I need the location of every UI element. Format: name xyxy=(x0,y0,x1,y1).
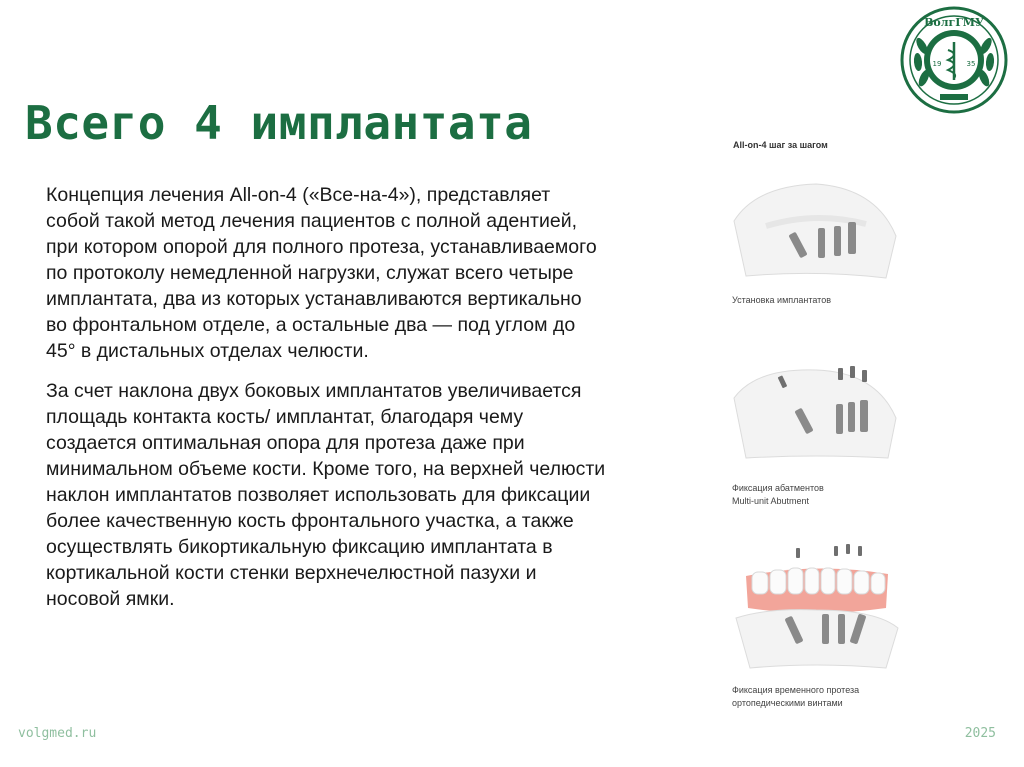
all-on-4-illustration xyxy=(726,136,926,716)
paragraph-advantages: За счет наклона двух боковых имплантатов увеличивается площадь контакта кость/ имплантат, благодаря чему создается оптимальная опора для протеза даже при минимальном объеме кости. Кроме того, на верхней челюсти наклон имплантатов позволяет использовать для фиксации более качественную кость фронтального участка, а также осуществлять бикортикальную фиксацию имплантата в кортикальной кости стенки верхнечелюстной пазухи и носовой ямки. xyxy=(46,380,606,610)
step3-caption-line1: Фиксация временного протеза xyxy=(732,685,860,695)
paragraph-concept: Концепция лечения All-on-4 («Все-на-4»), представляет собой такой метод лечения пациентов с полной адентией, при котором опорой для полного протеза, устанавливаемого по протоколу немедленной нагрузки, служат всего четыре имплантата, два из которых устанавливаются вертикально во фронтальном отделе, а остальные два — под углом до 45° в дистальных отделах челюсти. xyxy=(46,184,597,362)
step1-caption: Установка имплантатов xyxy=(732,295,831,305)
step1-implant-placement-image xyxy=(726,166,906,286)
logo-name: ВолгГМУ xyxy=(924,16,984,29)
figure-heading: All-on-4 шаг за шагом xyxy=(733,140,828,150)
logo-year-right: 35 xyxy=(966,60,976,68)
body-text xyxy=(46,182,606,626)
step2-abutment-fixation-image xyxy=(726,358,906,478)
university-logo xyxy=(900,6,1008,114)
step2-caption xyxy=(732,482,824,508)
step3-prosthesis-fixation-image xyxy=(726,538,906,678)
step2-caption-line2: Multi-unit Abutment xyxy=(732,496,810,506)
footer-site: volgmed.ru xyxy=(18,726,97,741)
step3-caption-line2: ортопедическими винтами xyxy=(732,698,843,708)
step2-caption-line1: Фиксация абатментов xyxy=(732,483,824,493)
footer-year: 2025 xyxy=(964,726,996,741)
step3-caption xyxy=(732,684,859,710)
logo-year-left: 19 xyxy=(932,60,942,68)
slide-title: Всего 4 имплантата xyxy=(25,96,533,150)
